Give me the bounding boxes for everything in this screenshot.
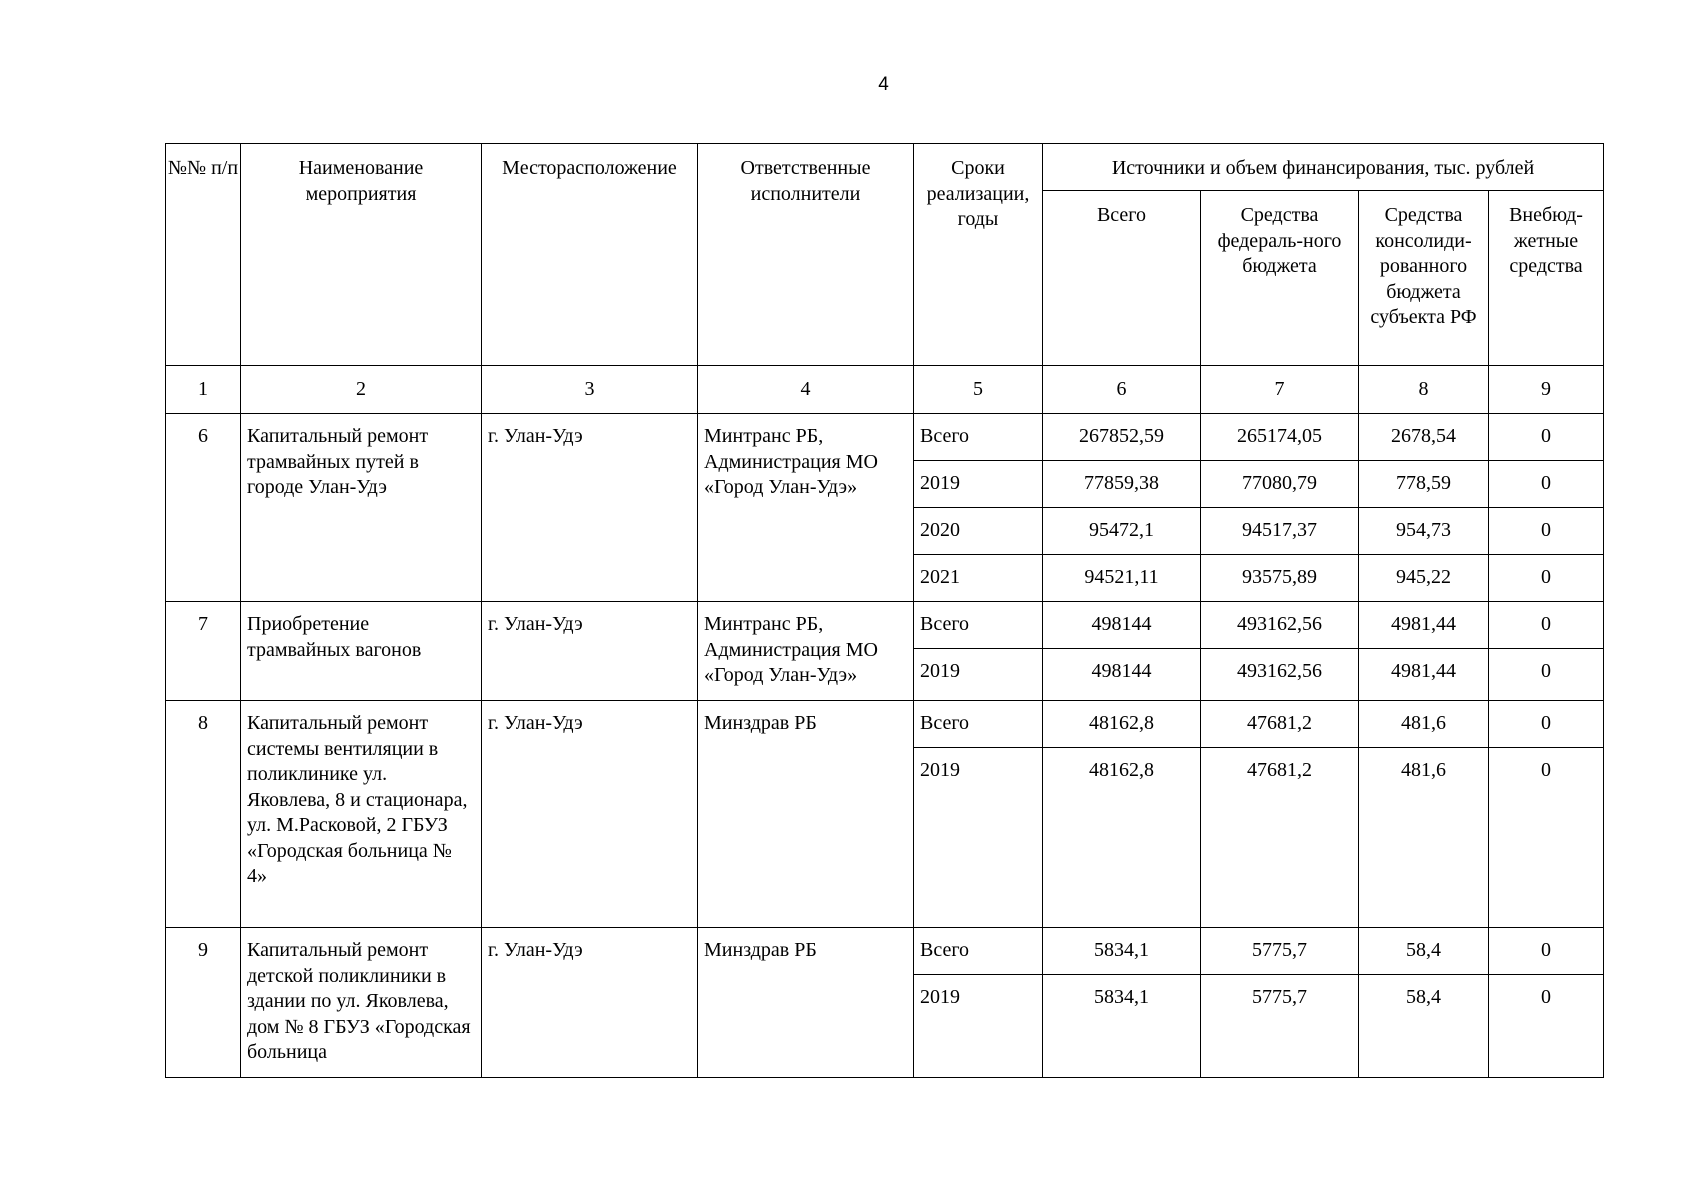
header-regional: Средства консолиди-рованного бюджета субъекта РФ — [1359, 191, 1489, 366]
regional-cell: 954,73 — [1359, 508, 1489, 555]
total-cell: 48162,8 — [1043, 748, 1201, 928]
item-location: г. Улан-Удэ — [482, 602, 698, 701]
federal-cell: 265174,05 — [1201, 414, 1359, 461]
item-responsible: Минтранс РБ, Администрация МО «Город Улан-Удэ» — [698, 602, 914, 701]
table-row — [166, 928, 1604, 975]
total-cell: 48162,8 — [1043, 701, 1201, 748]
total-cell: 95472,1 — [1043, 508, 1201, 555]
header-total: Всего — [1043, 191, 1201, 366]
extrabudget-cell: 0 — [1489, 748, 1604, 928]
period-cell: 2019 — [914, 649, 1043, 701]
period-cell: 2020 — [914, 508, 1043, 555]
regional-cell: 2678,54 — [1359, 414, 1489, 461]
regional-cell: 481,6 — [1359, 701, 1489, 748]
total-cell: 498144 — [1043, 649, 1201, 701]
table-row — [166, 414, 1604, 461]
page-number: 4 — [878, 74, 889, 95]
header-location: Месторасположение — [482, 144, 698, 366]
period-cell: Всего — [914, 928, 1043, 975]
extrabudget-cell: 0 — [1489, 649, 1604, 701]
item-location: г. Улан-Удэ — [482, 928, 698, 1078]
item-name: Капитальный ремонт детской поликлиники в здании по ул. Яковлева, дом № 8 ГБУЗ «Городская больница — [241, 928, 482, 1078]
item-number: 9 — [166, 928, 241, 1078]
column-number: 2 — [241, 366, 482, 414]
federal-cell: 47681,2 — [1201, 748, 1359, 928]
column-number: 4 — [698, 366, 914, 414]
regional-cell: 58,4 — [1359, 928, 1489, 975]
period-cell: 2021 — [914, 555, 1043, 602]
extrabudget-cell: 0 — [1489, 928, 1604, 975]
column-number-row — [166, 366, 1604, 414]
table-row — [166, 701, 1604, 748]
item-name: Капитальный ремонт системы вентиляции в поликлинике ул. Яковлева, 8 и стационара, ул. М.Расковой, 2 ГБУЗ «Городская больница № 4» — [241, 701, 482, 928]
total-cell: 77859,38 — [1043, 461, 1201, 508]
regional-cell: 4981,44 — [1359, 602, 1489, 649]
period-cell: 2019 — [914, 461, 1043, 508]
total-cell: 5834,1 — [1043, 975, 1201, 1078]
header-extrabudget: Внебюд-жетные средства — [1489, 191, 1604, 366]
header-row — [166, 144, 1604, 191]
item-name: Капитальный ремонт трамвайных путей в городе Улан-Удэ — [241, 414, 482, 602]
extrabudget-cell: 0 — [1489, 975, 1604, 1078]
header-financing-group: Источники и объем финансирования, тыс. рублей — [1043, 144, 1604, 191]
column-number: 6 — [1043, 366, 1201, 414]
period-cell: 2019 — [914, 748, 1043, 928]
item-number: 7 — [166, 602, 241, 701]
column-number: 3 — [482, 366, 698, 414]
column-number: 5 — [914, 366, 1043, 414]
item-number: 6 — [166, 414, 241, 602]
federal-cell: 93575,89 — [1201, 555, 1359, 602]
total-cell: 94521,11 — [1043, 555, 1201, 602]
header-responsible: Ответственные исполнители — [698, 144, 914, 366]
extrabudget-cell: 0 — [1489, 414, 1604, 461]
column-number: 1 — [166, 366, 241, 414]
header-number: №№ п/п — [166, 144, 241, 366]
header-period: Сроки реализации, годы — [914, 144, 1043, 366]
federal-cell: 77080,79 — [1201, 461, 1359, 508]
federal-cell: 5775,7 — [1201, 928, 1359, 975]
item-name: Приобретение трамвайных вагонов — [241, 602, 482, 701]
federal-cell: 493162,56 — [1201, 602, 1359, 649]
extrabudget-cell: 0 — [1489, 701, 1604, 748]
item-location: г. Улан-Удэ — [482, 414, 698, 602]
item-responsible: Минтранс РБ, Администрация МО «Город Улан-Удэ» — [698, 414, 914, 602]
total-cell: 498144 — [1043, 602, 1201, 649]
federal-cell: 5775,7 — [1201, 975, 1359, 1078]
federal-cell: 493162,56 — [1201, 649, 1359, 701]
table-row — [166, 602, 1604, 649]
period-cell: Всего — [914, 414, 1043, 461]
column-number: 9 — [1489, 366, 1604, 414]
regional-cell: 778,59 — [1359, 461, 1489, 508]
federal-cell: 47681,2 — [1201, 701, 1359, 748]
period-cell: 2019 — [914, 975, 1043, 1078]
extrabudget-cell: 0 — [1489, 461, 1604, 508]
extrabudget-cell: 0 — [1489, 602, 1604, 649]
column-number: 8 — [1359, 366, 1489, 414]
period-cell: Всего — [914, 701, 1043, 748]
financing-table — [165, 143, 1604, 1078]
federal-cell: 94517,37 — [1201, 508, 1359, 555]
header-event-name: Наименование мероприятия — [241, 144, 482, 366]
item-responsible: Минздрав РБ — [698, 701, 914, 928]
regional-cell: 4981,44 — [1359, 649, 1489, 701]
regional-cell: 481,6 — [1359, 748, 1489, 928]
item-responsible: Минздрав РБ — [698, 928, 914, 1078]
regional-cell: 58,4 — [1359, 975, 1489, 1078]
regional-cell: 945,22 — [1359, 555, 1489, 602]
total-cell: 5834,1 — [1043, 928, 1201, 975]
extrabudget-cell: 0 — [1489, 555, 1604, 602]
header-federal: Средства федераль-ного бюджета — [1201, 191, 1359, 366]
extrabudget-cell: 0 — [1489, 508, 1604, 555]
column-number: 7 — [1201, 366, 1359, 414]
total-cell: 267852,59 — [1043, 414, 1201, 461]
item-location: г. Улан-Удэ — [482, 701, 698, 928]
period-cell: Всего — [914, 602, 1043, 649]
item-number: 8 — [166, 701, 241, 928]
